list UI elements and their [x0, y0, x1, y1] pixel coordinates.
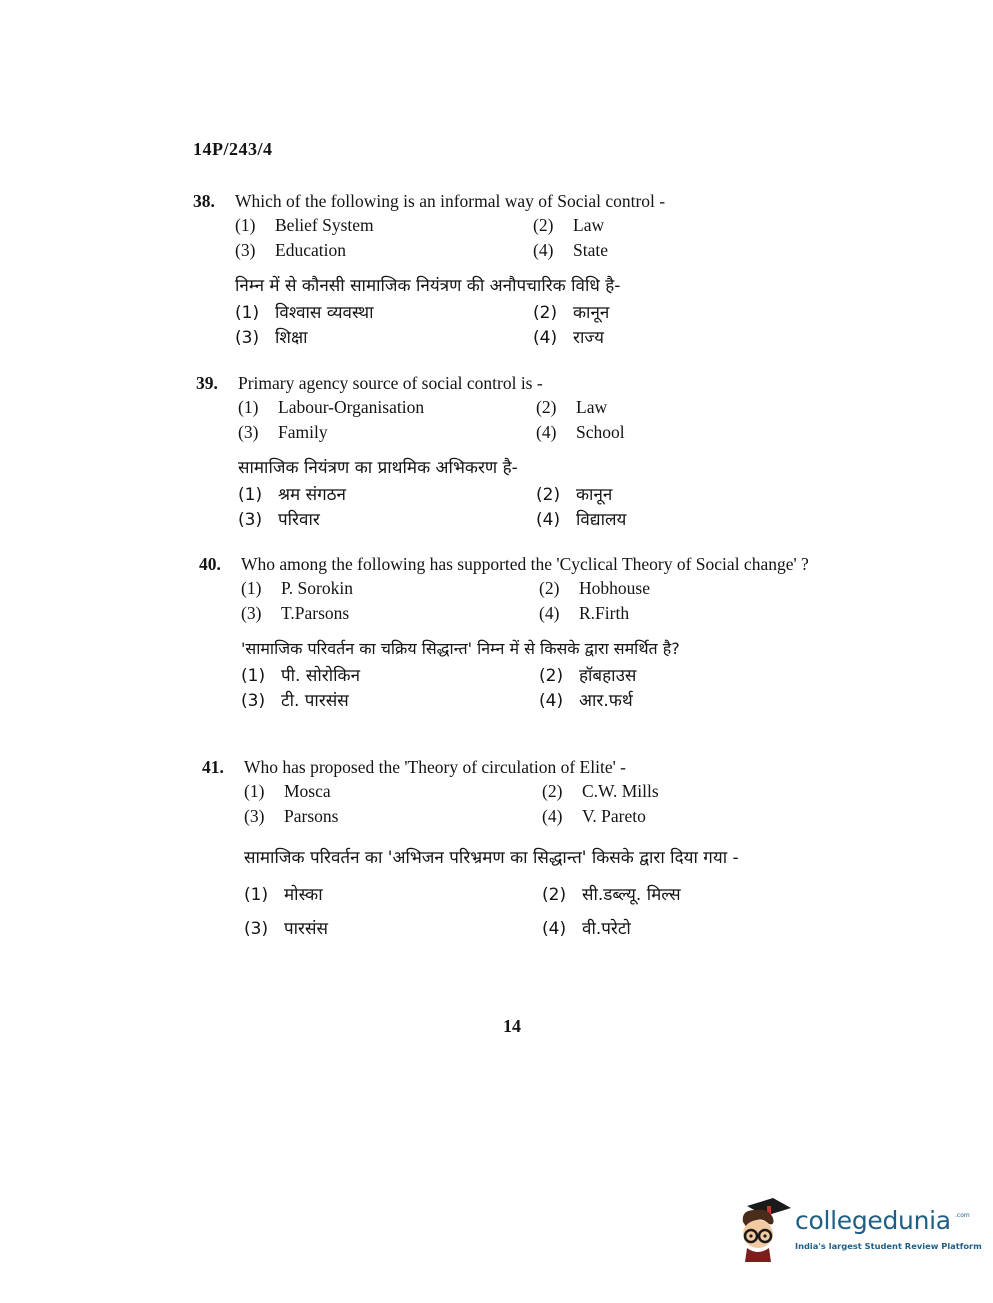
- logo-name: collegedunia: [795, 1206, 951, 1235]
- logo-tagline: India's largest Student Review Platform: [795, 1241, 982, 1251]
- question-38: [193, 190, 833, 351]
- question-text: Primary agency source of social control is -: [238, 373, 543, 393]
- question-40: [199, 553, 839, 714]
- option-4: (4) School: [536, 422, 625, 442]
- hindi-option-1: (1) श्रम संगठन: [238, 485, 346, 505]
- question-number: 40.: [199, 554, 221, 574]
- hindi-option-3: (3) पारसंस: [244, 919, 328, 939]
- question-text: Which of the following is an informal way of Social control -: [235, 191, 666, 211]
- option-3: (3) Education: [235, 240, 346, 260]
- option-4: (4) V. Pareto: [542, 806, 646, 826]
- option-2: (2) Hobhouse: [539, 578, 650, 598]
- hindi-option-4: (4) विद्यालय: [536, 510, 627, 530]
- mascot-icon: [733, 1196, 791, 1262]
- question-41: [202, 756, 842, 946]
- options-english: [238, 395, 836, 445]
- options-hindi: [238, 483, 836, 533]
- question-text: Who has proposed the 'Theory of circulation of Elite' -: [244, 757, 626, 777]
- hindi-translation: [196, 453, 836, 533]
- option-2: (2) C.W. Mills: [542, 781, 659, 801]
- option-3: (3) Parsons: [244, 806, 339, 826]
- question-number: 38.: [193, 191, 215, 211]
- option-2: (2) Law: [536, 397, 608, 417]
- hindi-question-text: सामाजिक नियंत्रण का प्राथमिक अभिकरण है-: [238, 458, 518, 478]
- question-number: 41.: [202, 757, 224, 777]
- options-hindi: [244, 878, 842, 946]
- hindi-option-2: (2) कानून: [536, 485, 613, 505]
- hindi-translation: [202, 843, 842, 946]
- hindi-option-1: (1) विश्वास व्यवस्था: [235, 303, 374, 323]
- hindi-option-4: (4) राज्य: [533, 328, 604, 348]
- option-1: (1) Labour-Organisation: [238, 397, 425, 417]
- options-english: [235, 213, 833, 263]
- page-number: 14: [503, 1016, 521, 1036]
- hindi-translation: [199, 634, 839, 714]
- hindi-option-1: (1) पी. सोरोकिन: [241, 666, 361, 686]
- option-2: (2) Law: [533, 215, 605, 235]
- hindi-option-3: (3) टी. पारसंस: [241, 691, 349, 711]
- paper-code: 14P/243/4: [193, 139, 273, 159]
- hindi-question-text: 'सामाजिक परिवर्तन का चक्रिय सिद्धान्त' निम्न में से किसके द्वारा समर्थित है?: [241, 639, 680, 658]
- options-hindi: [241, 664, 839, 714]
- option-1: (1) P. Sorokin: [241, 578, 353, 598]
- options-english: [241, 576, 839, 626]
- hindi-option-1: (1) मोस्का: [244, 885, 323, 905]
- question-39: [196, 372, 836, 533]
- option-1: (1) Mosca: [244, 781, 331, 801]
- collegedunia-logo: [733, 1196, 982, 1262]
- hindi-option-2: (2) सी.डब्ल्यू. मिल्स: [542, 885, 681, 905]
- options-hindi: [235, 301, 833, 351]
- hindi-option-3: (3) परिवार: [238, 510, 320, 530]
- option-4: (4) R.Firth: [539, 603, 630, 623]
- hindi-option-4: (4) वी.परेटो: [542, 919, 631, 939]
- hindi-translation: [193, 271, 833, 351]
- question-number: 39.: [196, 373, 218, 393]
- option-3: (3) T.Parsons: [241, 603, 350, 623]
- option-4: (4) State: [533, 240, 608, 260]
- hindi-question-text: सामाजिक परिवर्तन का 'अभिजन परिभ्रमण का सिद्धान्त' किसके द्वारा दिया गया -: [244, 848, 739, 868]
- hindi-option-2: (2) कानून: [533, 303, 610, 323]
- logo-suffix: .com: [955, 1212, 970, 1219]
- options-english: [244, 779, 842, 829]
- option-1: (1) Belief System: [235, 215, 374, 235]
- hindi-option-3: (3) शिक्षा: [235, 328, 308, 348]
- hindi-option-2: (2) हॉबहाउस: [539, 666, 637, 686]
- hindi-option-4: (4) आर.फर्थ: [539, 691, 633, 711]
- option-3: (3) Family: [238, 422, 328, 442]
- question-text: Who among the following has supported the 'Cyclical Theory of Social change' ?: [241, 554, 809, 574]
- hindi-question-text: निम्न में से कौनसी सामाजिक नियंत्रण की अनौपचारिक विधि है-: [235, 276, 621, 296]
